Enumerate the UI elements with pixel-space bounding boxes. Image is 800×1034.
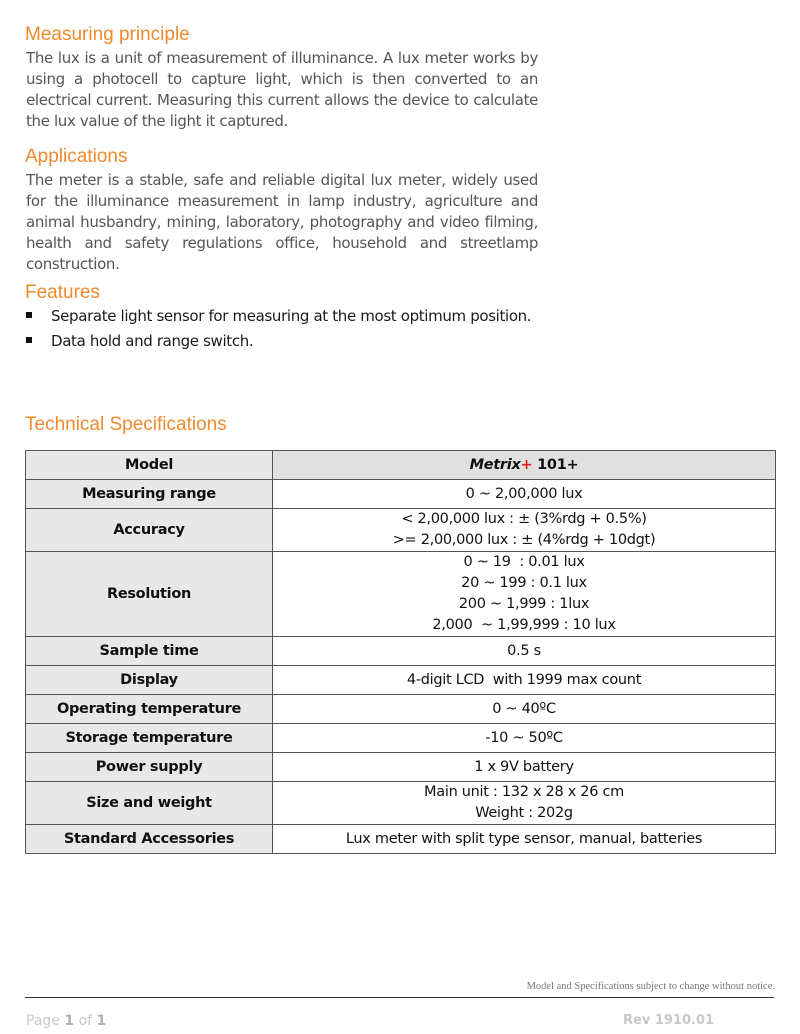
- spec-value-line: 0 ~ 40ºC: [492, 700, 556, 717]
- spec-value-line: Main unit : 132 x 28 x 26 cm: [424, 784, 624, 800]
- spec-value: [273, 480, 776, 509]
- spec-value-line: 0.5 s: [507, 642, 541, 659]
- spec-label: Standard Accessories: [26, 825, 273, 854]
- list-item: [26, 329, 531, 354]
- feature-text: Separate light sensor for measuring at the most optimum position.: [51, 307, 532, 325]
- spec-value: [273, 637, 776, 666]
- table-row: [26, 825, 776, 854]
- measuring-principle-heading: Measuring principle: [25, 24, 190, 45]
- spec-value-line: 0 ~ 19 : 0.01 lux: [463, 554, 585, 570]
- spec-value: [273, 695, 776, 724]
- page-word: Page: [26, 1013, 60, 1029]
- applications-text: The meter is a stable, safe and reliable digital lux meter, widely used for the illuminance measurement in lamp industry, agriculture and animal husbandry, mining, laboratory, photography and video filming, health and safety regulations office, household and streetlamp construction.: [26, 171, 538, 273]
- table-row: [26, 666, 776, 695]
- spec-value-line: 0 ~ 2,00,000 lux: [465, 485, 583, 502]
- spec-label: Resolution: [26, 552, 273, 637]
- spec-label: Display: [26, 666, 273, 695]
- page-total: 1: [96, 1013, 107, 1029]
- spec-value-line: < 2,00,000 lux : ± (3%rdg + 0.5%): [401, 511, 647, 527]
- table-row: [26, 782, 776, 825]
- table-row: [26, 552, 776, 637]
- features-heading: Features: [25, 282, 100, 303]
- spec-value: [273, 509, 776, 552]
- disclaimer-notice: Model and Specifications subject to change without notice.: [526, 981, 775, 992]
- spec-value-line: 20 ~ 199 : 0.1 lux: [461, 575, 587, 591]
- revision-label: Rev 1910.01: [623, 1013, 715, 1028]
- spec-value-line: Weight : 202g: [475, 805, 573, 821]
- spec-value-line: 4-digit LCD with 1999 max count: [406, 671, 642, 688]
- spec-label: Measuring range: [26, 480, 273, 509]
- table-row: [26, 753, 776, 782]
- spec-value: [273, 552, 776, 637]
- spec-value: [273, 724, 776, 753]
- spec-value-line: 200 ~ 1,999 : 1lux: [458, 596, 590, 612]
- page-current: 1: [64, 1013, 75, 1029]
- features-list: [26, 304, 531, 354]
- specifications-table: [25, 450, 776, 854]
- table-row: [26, 509, 776, 552]
- model-cell: [273, 451, 776, 480]
- footer-divider: [25, 997, 774, 998]
- spec-value: [273, 825, 776, 854]
- feature-text: Data hold and range switch.: [51, 332, 254, 350]
- measuring-principle-text: The lux is a unit of measurement of illuminance. A lux meter works by using a photocell to capture light, which is then converted to an electrical current. Measuring this current allows the device to calculate the lux value of the light it captured.: [26, 49, 538, 130]
- page-indicator: [26, 1013, 106, 1029]
- applications-heading: Applications: [25, 146, 128, 167]
- spec-label: Model: [26, 451, 273, 480]
- spec-label: Storage temperature: [26, 724, 273, 753]
- technical-specifications-heading: Technical Specifications: [25, 414, 227, 435]
- table-row: [26, 695, 776, 724]
- square-bullet-icon: [26, 337, 32, 343]
- spec-value-line: 2,000 ~ 1,99,999 : 10 lux: [432, 617, 616, 633]
- spec-value-line: -10 ~ 50ºC: [485, 729, 563, 746]
- spec-value-line: >= 2,00,000 lux : ± (4%rdg + 10dgt): [392, 532, 656, 548]
- spec-label: Power supply: [26, 753, 273, 782]
- model-plus: +: [520, 456, 533, 473]
- table-row: [26, 480, 776, 509]
- page-of: of: [78, 1013, 93, 1029]
- spec-label: Operating temperature: [26, 695, 273, 724]
- spec-value-line: 1 x 9V battery: [474, 758, 574, 775]
- spec-value: [273, 782, 776, 825]
- spec-value: [273, 666, 776, 695]
- spec-value: [273, 753, 776, 782]
- table-row: [26, 724, 776, 753]
- list-item: [26, 304, 531, 329]
- table-row: [26, 451, 776, 480]
- square-bullet-icon: [26, 312, 32, 318]
- model-brand: Metrix: [469, 456, 521, 473]
- spec-label: Sample time: [26, 637, 273, 666]
- table-row: [26, 637, 776, 666]
- spec-label: Size and weight: [26, 782, 273, 825]
- spec-label: Accuracy: [26, 509, 273, 552]
- model-number: 101+: [532, 456, 579, 473]
- spec-value-line: Lux meter with split type sensor, manual, batteries: [345, 830, 703, 847]
